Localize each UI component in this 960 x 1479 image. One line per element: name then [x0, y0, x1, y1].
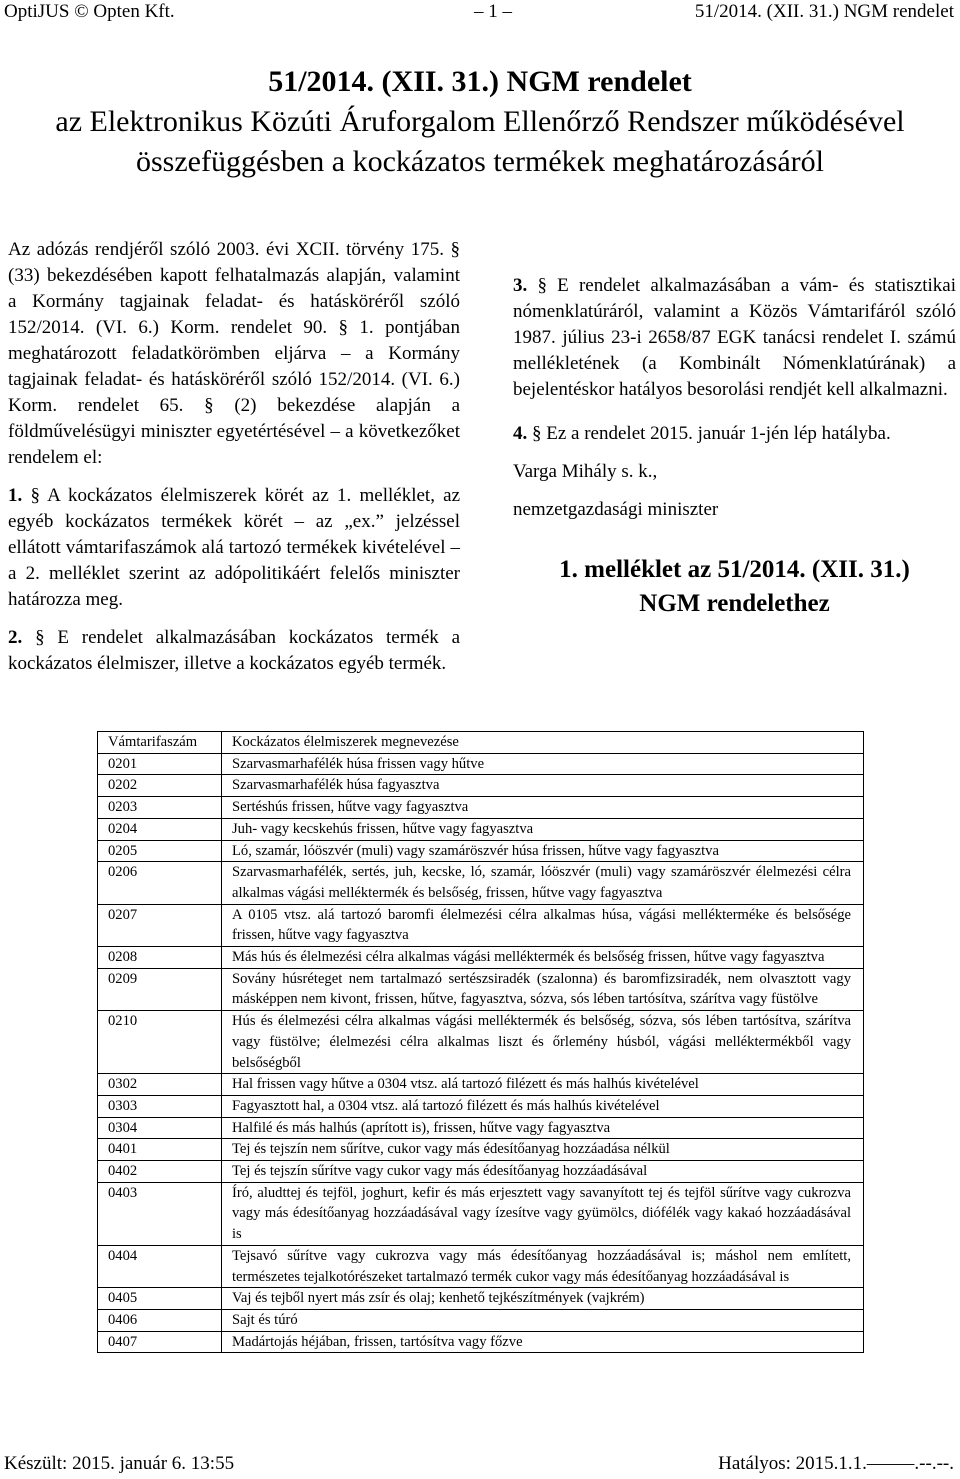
tariff-code-cell: 0303: [98, 1095, 222, 1117]
tariff-code-cell: 0204: [98, 818, 222, 840]
food-description-cell: Tej és tejszín sűrítve vagy cukor vagy más édesítőanyag hozzáadásával: [222, 1161, 864, 1183]
table-row: [98, 775, 864, 797]
section-4-text: § Ez a rendelet 2015. január 1-jén lép hatályba.: [532, 423, 891, 444]
tariff-code-cell: 0202: [98, 775, 222, 797]
food-description-cell: Fagyasztott hal, a 0304 vtsz. alá tartozó filézett és más halhús kivételével: [222, 1095, 864, 1117]
left-column: [8, 237, 460, 689]
tariff-code-cell: 0404: [98, 1245, 222, 1287]
table-row: [98, 1139, 864, 1161]
table-row: [98, 862, 864, 904]
signature-name: Varga Mihály s. k.,: [513, 461, 658, 482]
tariff-code-cell: 0201: [98, 753, 222, 775]
food-description-cell: Szarvasmarhafélék húsa frissen vagy hűtve: [222, 753, 864, 775]
tariff-code-cell: 0304: [98, 1117, 222, 1139]
table-row: [98, 1331, 864, 1353]
table-row: [98, 1117, 864, 1139]
food-description-cell: Madártojás héjában, frissen, tartósítva vagy főzve: [222, 1331, 864, 1353]
tariff-code-cell: 0401: [98, 1139, 222, 1161]
food-description-cell: Sovány húsréteget nem tartalmazó sertészsiradék (szalonna) és baromfizsiradék, nem olvasztott vagy másképpen nem kivont, frissen, hűtve, fagyasztva, sózva, sós lében tartósítva, szárítva vagy füstölve: [222, 968, 864, 1010]
tariff-code-cell: 0402: [98, 1161, 222, 1183]
right-column: [513, 237, 956, 621]
header-publisher: OptiJUS © Opten Kft.: [4, 1, 175, 22]
food-description-cell: Más hús és élelmezési célra alkalmas vágási melléktermék és belsőség frissen, hűtve vagy fagyasztva: [222, 947, 864, 969]
column-header-description: Kockázatos élelmiszerek megnevezése: [222, 732, 864, 754]
food-description-cell: Író, aludttej és tejföl, joghurt, kefir és más erjesztett vagy savanyított tej és tejföl sűrítve vagy cukrozva vagy más édesítőanyag hozzáadásával vagy ízesítve vagy gyümölcs, diófélék vagy kakaó hozzáadásával is: [222, 1182, 864, 1245]
food-description-cell: Sajt és túró: [222, 1309, 864, 1331]
column-header-code: Vámtarifaszám: [98, 732, 222, 754]
table-row: [98, 968, 864, 1010]
page-footer: [4, 1452, 954, 1476]
section-2: [8, 625, 460, 677]
table-row: [98, 1161, 864, 1183]
title-line-1: 51/2014. (XII. 31.) NGM rendelet: [268, 65, 692, 98]
table-row: [98, 1182, 864, 1245]
section-3: [513, 273, 956, 403]
section-2-text: § E rendelet alkalmazásában kockázatos termék a kockázatos élelmiszer, illetve a kockázatos egyéb termék.: [8, 627, 460, 674]
section-2-number: 2.: [8, 627, 23, 648]
annex-title: [513, 553, 956, 621]
tariff-code-cell: 0302: [98, 1074, 222, 1096]
section-1-text: § A kockázatos élelmiszerek körét az 1. melléklet, az egyéb kockázatos termékek körét – az „ex.” jelzéssel ellátott vámtarifaszámok alá tartozó termékek kivételével – a 2. melléklet szerint az adópolitikáért felelős miniszter határozza meg.: [8, 485, 461, 610]
food-description-cell: Halfilé és más halhús (aprított is), frissen, hűtve vagy fagyasztva: [222, 1117, 864, 1139]
table-row: [98, 1011, 864, 1074]
annex-title-line-2: NGM rendelethez: [639, 590, 830, 617]
table-row: [98, 947, 864, 969]
tariff-code-cell: 0203: [98, 797, 222, 819]
table-body: [98, 753, 864, 1353]
tariff-code-cell: 0206: [98, 862, 222, 904]
table-row: [98, 1095, 864, 1117]
document-title: [0, 62, 960, 182]
footer-effective: Hatályos: 2015.1.1.–––––.--.--.: [718, 1453, 954, 1474]
food-description-cell: Ló, szamár, lóöszvér (muli) vagy szamáröszvér húsa frissen, hűtve vagy fagyasztva: [222, 840, 864, 862]
header-page-number: – 1 –: [474, 1, 512, 22]
table-row: [98, 797, 864, 819]
food-description-cell: Szarvasmarhafélék húsa fagyasztva: [222, 775, 864, 797]
signature-role: nemzetgazdasági miniszter: [513, 499, 719, 520]
signature-block: [513, 459, 956, 523]
section-3-number: 3.: [513, 275, 528, 296]
section-4: [513, 421, 956, 447]
table-row: [98, 818, 864, 840]
food-description-cell: Juh- vagy kecskehús frissen, hűtve vagy fagyasztva: [222, 818, 864, 840]
food-description-cell: Tejsavó sűrítve vagy cukrozva vagy más édesítőanyag hozzáadásával is; máshol nem említett, természetes tejalkotórészeket tartalmazó termék cukor vagy más édesítőanyag hozzáadásával is: [222, 1245, 864, 1287]
tariff-code-cell: 0407: [98, 1331, 222, 1353]
tariff-code-cell: 0205: [98, 840, 222, 862]
table-row: [98, 904, 864, 946]
tariff-code-cell: 0208: [98, 947, 222, 969]
header-document-ref: 51/2014. (XII. 31.) NGM rendelet: [694, 1, 954, 22]
tariff-code-cell: 0210: [98, 1011, 222, 1074]
food-description-cell: Sertéshús frissen, hűtve vagy fagyasztva: [222, 797, 864, 819]
table-row: [98, 1309, 864, 1331]
footer-created: Készült: 2015. január 6. 13:55: [4, 1453, 235, 1474]
preamble: Az adózás rendjéről szóló 2003. évi XCII. törvény 175. § (33) bekezdésében kapott felhatalmazás alapján, valamint a Kormány tagjainak feladat- és hatásköréről szóló 152/2014. (VI. 6.) Korm. rendelet 90. § 1. pontjában meghatározott feladatkörömben eljárva – a Kormány tagjainak feladat- és hatásköréről szóló 152/2014. (VI. 6.) Korm. rendelet 65. § (2) bekezdése alapján a földművelésügyi miniszter egyetértésével – a következőket rendelem el:: [8, 239, 460, 468]
section-1: [8, 483, 460, 613]
table-row: [98, 1245, 864, 1287]
food-description-cell: Vaj és tejből nyert más zsír és olaj; kenhető tejkészítmények (vajkrém): [222, 1288, 864, 1310]
table-row: [98, 1288, 864, 1310]
tariff-code-cell: 0209: [98, 968, 222, 1010]
tariff-code-cell: 0406: [98, 1309, 222, 1331]
food-description-cell: Hús és élelmezési célra alkalmas vágási melléktermék és belsőség, sózva, sós lében tartósítva, szárítva vagy füstölve; élelmezési célra alkalmas liszt és őrlemény húsból, vágási melléktermékből vagy belsőségből: [222, 1011, 864, 1074]
tariff-code-cell: 0403: [98, 1182, 222, 1245]
section-1-number: 1.: [8, 485, 23, 506]
table-row: [98, 840, 864, 862]
section-4-number: 4.: [513, 423, 528, 444]
table-row: [98, 753, 864, 775]
food-description-cell: Hal frissen vagy hűtve a 0304 vtsz. alá tartozó filézett és más halhús kivételével: [222, 1074, 864, 1096]
food-description-cell: Szarvasmarhafélék, sertés, juh, kecske, ló, szamár, lóöszvér (muli) vagy szamáröszvér élelmezési célra alkalmas vágási melléktermék és belsőség, frissen, hűtve vagy fagyasztva: [222, 862, 864, 904]
table-row: [98, 1074, 864, 1096]
annex-title-line-1: 1. melléklet az 51/2014. (XII. 31.): [559, 556, 910, 583]
section-3-text: § E rendelet alkalmazásában a vám- és statisztikai nómenklatúráról, valamint a Közös Vámtarifáról szóló 1987. július 23-i 2658/87 EGK tanácsi rendelet I. számú mellékletének (a Kombinált Nómenklatúrának) a bejelentéskor hatályos besorolási rendjét kell alkalmazni.: [513, 275, 956, 400]
table-header-row: [98, 732, 864, 754]
title-line-2: az Elektronikus Közúti Áruforgalom Ellenőrző Rendszer működésével: [55, 105, 905, 138]
food-description-cell: Tej és tejszín nem sűrítve, cukor vagy más édesítőanyag hozzáadása nélkül: [222, 1139, 864, 1161]
title-line-3: összefüggésben a kockázatos termékek meghatározásáról: [135, 145, 825, 178]
food-description-cell: A 0105 vtsz. alá tartozó baromfi élelmezési célra alkalmas húsa, vágási mellékterméke és belsősége frissen, hűtve vagy fagyasztva: [222, 904, 864, 946]
tariff-code-cell: 0405: [98, 1288, 222, 1310]
tariff-code-cell: 0207: [98, 904, 222, 946]
tariff-code-table: [97, 731, 864, 1353]
page-header: [4, 0, 954, 24]
